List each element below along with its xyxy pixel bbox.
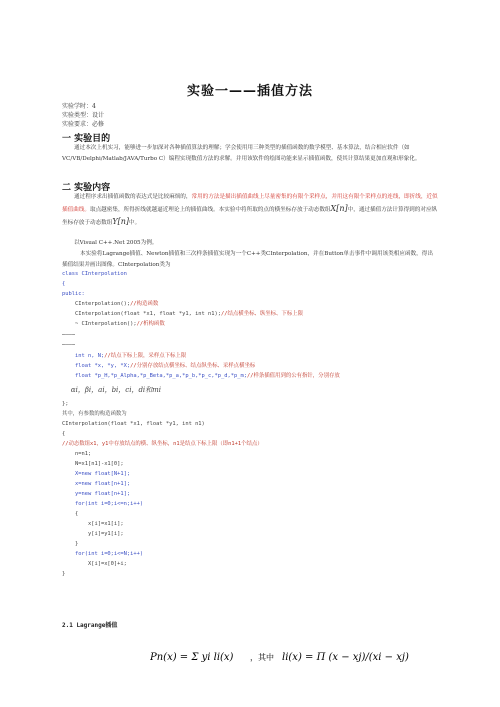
code-line: CInterpolation(float *x1, float *y1, int n1)	[62, 421, 205, 427]
array-y: Y[n]	[112, 217, 130, 227]
code-line: X[i]=x[0]+i;	[62, 561, 127, 567]
code-line: class CInterpolation	[62, 271, 127, 277]
code-line: }	[62, 571, 66, 577]
code-line: {	[62, 511, 79, 517]
meta-type: 实验类型：设计	[62, 112, 105, 119]
page-title: 实验一——插值方法	[186, 84, 313, 99]
content-text-c: 中，通过插值方法计算得到的对应纵坐标存放于动态数组	[62, 207, 438, 227]
code-line: n=n1;	[62, 451, 92, 457]
content-text-a: 通过程序求出插值函数的表达式是比较麻烦的，	[74, 194, 192, 200]
code-line: x[i]=x1[i];	[62, 521, 124, 527]
code-line: for(int i=0;i<=n;i++)	[62, 501, 144, 507]
content-text-b: 取点越密集，所得折线就越逼近理论上的插值曲线。本实验中将所取的点的横坐标存放于动态数组	[89, 207, 331, 214]
formula-lhs: Pn(x) = Σ yi li(x)	[150, 652, 234, 663]
code-line: X=new float[N+1];	[62, 471, 131, 477]
section-heading-purpose: 一 实验目的	[62, 134, 111, 144]
code-line: }	[62, 541, 79, 547]
lagrange-formula	[150, 632, 410, 682]
code-block	[62, 270, 442, 577]
code-line: CInterpolation(float *x1, float *y1, int n1);//结点横坐标、纵坐标、下标上限	[62, 311, 303, 317]
content-text-highlight: 常用的方法是描出插值曲线上尽量密集的有限个采样点，并用这有限个采样点的连线，即折线，近似插值曲线。	[62, 194, 438, 214]
section-heading-content: 二 实验内容	[62, 183, 111, 193]
code-line: //动态数组x1，y1中存放结点的横、纵坐标，n1是结点下标上限（即n1+1个结点）	[62, 441, 263, 447]
meta-requirement: 实验要求：必修	[62, 121, 105, 128]
code-line: };	[62, 401, 69, 407]
code-line: CInterpolation();//构造函数	[62, 301, 159, 307]
code-line: αi，βi，ai，bi，ci，di和mi	[62, 386, 162, 394]
code-line: x=new float[n+1];	[62, 481, 131, 487]
code-line: int n, N;//结点下标上限，采样点下标上限	[62, 353, 187, 359]
code-line: float *p_H,*p_Alpha,*p_Beta,*p_a,*p_b,*p_c,*p_d,*p_m;//样条插值用到的公有指针，分别存放	[62, 373, 340, 379]
formula-rhs: li(x) = Π (x − xj)/(xi − xj)	[282, 652, 409, 663]
intro-paragraph: 本实验将Lagrange插值、Newton插值和三次样条插值实现为一个C++类CInterpolation，并在Button单击事件中调用该类相应函数，得出插值结果并画出图像。CInterpolation类为	[62, 251, 433, 269]
code-line: 其中，有参数的构造函数为	[62, 411, 127, 417]
code-line: N=x1[n1]-x1[0];	[62, 461, 124, 467]
section-heading-lagrange: 2.1 Lagrange插值	[62, 622, 118, 629]
code-line: ~ CInterpolation();//析构函数	[62, 321, 165, 327]
array-x: X[n]	[330, 204, 348, 214]
code-line: y[i]=y1[i];	[62, 531, 124, 537]
code-line: for(int i=0;i<=N;i++)	[62, 551, 144, 557]
code-line: y=new float[n+1];	[62, 491, 131, 497]
content-text-d: 中。	[129, 220, 141, 227]
code-line: …………	[62, 341, 75, 347]
code-line: public:	[62, 291, 85, 297]
code-line: {	[62, 281, 66, 287]
vc-line: 以Visual C++.Net 2005为例。	[74, 240, 158, 246]
meta-hours: 实验学时：4	[62, 103, 96, 110]
purpose-paragraph: 通过本次上机实习，能够进一步加深对各种插值算法的理解；学会使用用三种类型的插值函数的数学模型、基本算法，结合相应软件（如VC/VB/Delphi/Matlab/JAVA/Turbo C）编程实现数值方法的求解。并用该软件的绘图功能来显示插值函数，使其计算结果更加直观和形象化。	[62, 145, 421, 163]
code-line: float *x, *y, *X;//分别存放结点横坐标、结点纵坐标、采样点横坐标	[62, 363, 256, 369]
formula-mid: ，其中	[250, 653, 274, 662]
content-paragraph	[62, 192, 438, 230]
code-line: …………	[62, 331, 75, 337]
code-line: {	[62, 431, 66, 437]
